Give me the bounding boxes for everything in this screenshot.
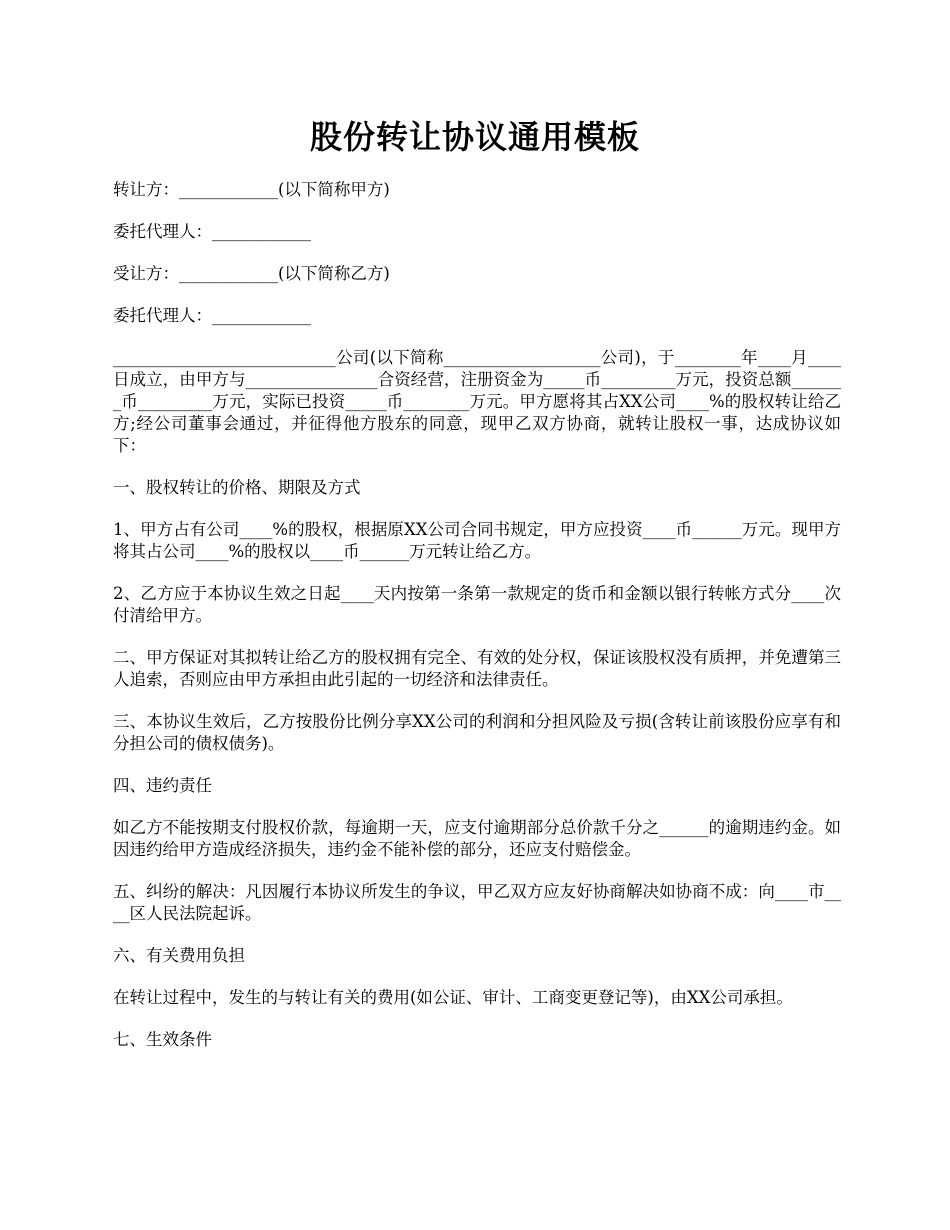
clause-1-2: 2、乙方应于本协议生效之日起____天内按第一条第一款规定的货币和金额以银行转帐方式分____次付清给甲方。 xyxy=(113,584,841,625)
section-heading-1: 一、股权转让的价格、期限及方式 xyxy=(113,478,361,497)
transferee-agent-line: 委托代理人：____________ xyxy=(113,306,311,325)
transferor-agent-line: 委托代理人：____________ xyxy=(113,222,311,241)
transferor-line: 转让方：____________(以下简称甲方) xyxy=(113,180,390,199)
document-title: 股份转让协议通用模板 xyxy=(309,118,640,156)
costs-paragraph: 在转让过程中，发生的与转让有关的费用(如公证、审计、工商变更登记等)，由XX公司承担。 xyxy=(113,988,793,1007)
transferee-line: 受让方：____________(以下简称乙方) xyxy=(113,264,390,283)
breach-paragraph: 如乙方不能按期支付股权价款，每逾期一天，应支付逾期部分总价款千分之______的逾期违约金。如因违约给甲方造成经济损失，违约金不能补偿的部分，还应支付赔偿金。 xyxy=(113,818,841,859)
preamble-paragraph: ___________________________公司(以下简称___________________公司)，于________年____月____日成立，由甲方与________________合资经营，注册资金为_____币_________万元，投资总额_______币_________万元，实际已投资_____币________万元。甲方愿将其占XX公司____%的股权转让给乙方;经公司董事会通过，并征得他方股东的同意，现甲乙双方协商，就转让股权一事，达成协议如下： xyxy=(113,348,841,455)
section-heading-4: 四、违约责任 xyxy=(113,776,212,795)
section-heading-7: 七、生效条件 xyxy=(113,1030,212,1049)
section-heading-6: 六、有关费用负担 xyxy=(113,946,245,965)
section-3-paragraph: 三、本协议生效后，乙方按股份比例分享XX公司的利润和分担风险及亏损(含转让前该股份应享有和分担公司的债权债务)。 xyxy=(113,712,841,753)
section-5-paragraph: 五、纠纷的解决：凡因履行本协议所发生的争议，甲乙双方应友好协商解决如协商不成：向____市____区人民法院起诉。 xyxy=(113,882,841,923)
document-body xyxy=(113,179,841,1071)
clause-1-1: 1、甲方占有公司____%的股权，根据原XX公司合同书规定，甲方应投资____币______万元。现甲方将其占公司____%的股权以____币______万元转让给乙方。 xyxy=(113,520,841,561)
section-2-paragraph: 二、甲方保证对其拟转让给乙方的股权拥有完全、有效的处分权，保证该股权没有质押，并免遭第三人追索，否则应由甲方承担由此引起的一切经济和法律责任。 xyxy=(113,648,841,689)
